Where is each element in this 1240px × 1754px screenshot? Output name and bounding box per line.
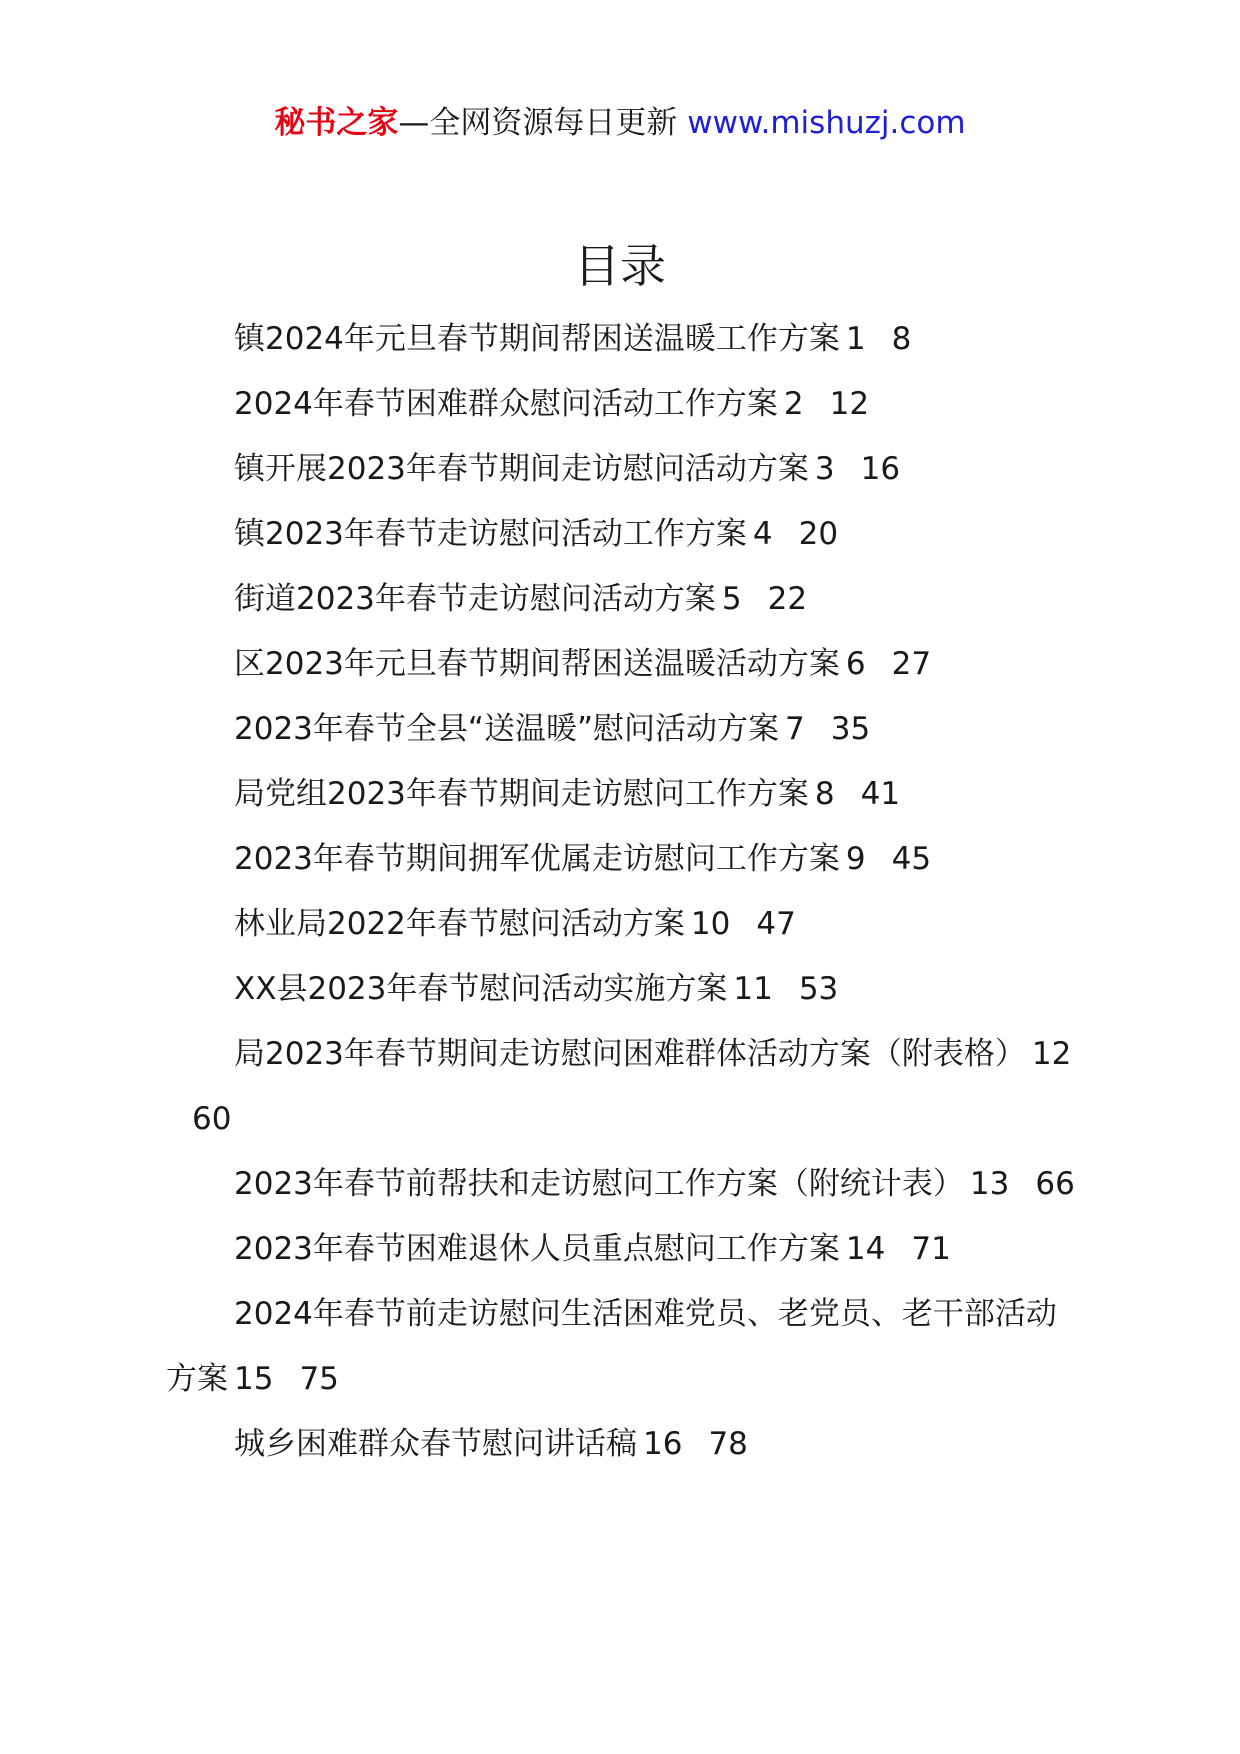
toc-entry-title: 局党组2023年春节期间走访慰问工作方案 bbox=[234, 776, 809, 812]
toc-entry[interactable] bbox=[166, 827, 1086, 892]
toc-entry-page: 71 bbox=[911, 1231, 951, 1267]
toc-entry-page: 47 bbox=[756, 906, 796, 942]
toc-entry-page: 78 bbox=[708, 1426, 748, 1462]
toc-entry-number: 6 bbox=[845, 646, 866, 682]
toc-entry-page: 27 bbox=[891, 646, 932, 682]
toc-entry-page: 53 bbox=[798, 971, 839, 1007]
toc-entry-page: 41 bbox=[860, 776, 901, 812]
brand-name: 秘书之家 bbox=[274, 105, 399, 141]
toc-entry-title: 城乡困难群众春节慰问讲话稿 bbox=[234, 1426, 637, 1462]
toc-entry-title: 2024年春节困难群众慰问活动工作方案 bbox=[234, 386, 778, 422]
toc-entry[interactable] bbox=[166, 1152, 1086, 1217]
toc-entry-page: 66 bbox=[1035, 1166, 1075, 1202]
toc-entry-title: 2023年春节期间拥军优属走访慰问工作方案 bbox=[234, 841, 840, 877]
toc-entry-number: 7 bbox=[785, 711, 805, 747]
toc-entry-page: 75 bbox=[299, 1361, 339, 1397]
toc-entry[interactable] bbox=[166, 957, 1086, 1022]
toc-entry-number: 3 bbox=[814, 451, 835, 487]
toc-entry-number: 2 bbox=[783, 386, 804, 422]
toc-entry[interactable] bbox=[166, 567, 1086, 632]
toc-entry[interactable] bbox=[166, 372, 1086, 437]
toc-entry-page: 22 bbox=[767, 581, 808, 617]
toc-entry-number: 16 bbox=[643, 1426, 683, 1462]
toc-entry-title: 区2023年元旦春节期间帮困送温暖活动方案 bbox=[234, 646, 840, 682]
toc-entry-number: 11 bbox=[733, 971, 773, 1007]
toc-entry[interactable] bbox=[166, 502, 1086, 567]
toc-entry-page: 16 bbox=[860, 451, 901, 487]
toc-entry-number: 15 bbox=[234, 1361, 274, 1397]
toc-entry-title: 2023年春节前帮扶和走访慰问工作方案（附统计表） bbox=[234, 1166, 964, 1202]
toc-entry-number: 4 bbox=[752, 516, 773, 552]
toc-entry[interactable] bbox=[166, 762, 1086, 827]
toc-entry-page: 8 bbox=[891, 321, 912, 357]
toc-entry-number: 8 bbox=[814, 776, 835, 812]
toc-entry-number: 9 bbox=[845, 841, 866, 877]
toc-entry-number: 1 bbox=[845, 321, 866, 357]
toc-entry-title: 镇2024年元旦春节期间帮困送温暖工作方案 bbox=[234, 321, 840, 357]
toc-entry[interactable] bbox=[166, 1022, 1086, 1152]
toc-entry-title: XX县2023年春节慰问活动实施方案 bbox=[234, 971, 728, 1007]
document-title: 目录 bbox=[574, 239, 666, 293]
toc-entry-title: 2023年春节困难退休人员重点慰问工作方案 bbox=[234, 1231, 840, 1267]
toc-entry-title: 2024年春节前走访慰问生活困难党员、老党员、老干部活动方案 bbox=[166, 1296, 1057, 1397]
toc-entry-title: 镇2023年春节走访慰问活动工作方案 bbox=[234, 516, 747, 552]
site-url-link[interactable]: www.mishuzj.com bbox=[687, 105, 966, 141]
toc-entry[interactable] bbox=[166, 697, 1086, 762]
toc-entry-page: 12 bbox=[829, 386, 870, 422]
toc-entry[interactable] bbox=[166, 437, 1086, 502]
toc-entry-title: 镇开展2023年春节期间走访慰问活动方案 bbox=[234, 451, 809, 487]
toc-entry-number: 10 bbox=[690, 906, 731, 942]
toc-entry[interactable] bbox=[166, 1217, 1086, 1282]
toc-entry-number: 12 bbox=[1031, 1036, 1072, 1072]
toc-entry-title: 2023年春节全县“送温暖”慰问活动方案 bbox=[234, 711, 780, 747]
table-of-contents bbox=[166, 307, 1086, 1477]
toc-entry[interactable] bbox=[166, 1282, 1086, 1412]
toc-entry-number: 5 bbox=[721, 581, 742, 617]
toc-entry[interactable] bbox=[166, 1412, 1086, 1477]
toc-entry[interactable] bbox=[166, 632, 1086, 697]
toc-entry-title: 林业局2022年春节慰问活动方案 bbox=[234, 906, 685, 942]
toc-entry-title: 街道2023年春节走访慰问活动方案 bbox=[234, 581, 716, 617]
toc-entry[interactable] bbox=[166, 892, 1086, 957]
toc-entry-page: 20 bbox=[798, 516, 839, 552]
toc-entry[interactable] bbox=[166, 307, 1086, 372]
toc-entry-title: 局2023年春节期间走访慰问困难群体活动方案（附表格） bbox=[234, 1036, 1026, 1072]
toc-entry-page: 45 bbox=[891, 841, 932, 877]
toc-entry-page: 60 bbox=[192, 1101, 232, 1137]
toc-entry-number: 14 bbox=[845, 1231, 886, 1267]
header-tagline: —全网资源每日更新 bbox=[398, 105, 688, 141]
toc-entry-number: 13 bbox=[969, 1166, 1010, 1202]
toc-entry-page: 35 bbox=[830, 711, 871, 747]
site-header bbox=[0, 98, 1240, 148]
